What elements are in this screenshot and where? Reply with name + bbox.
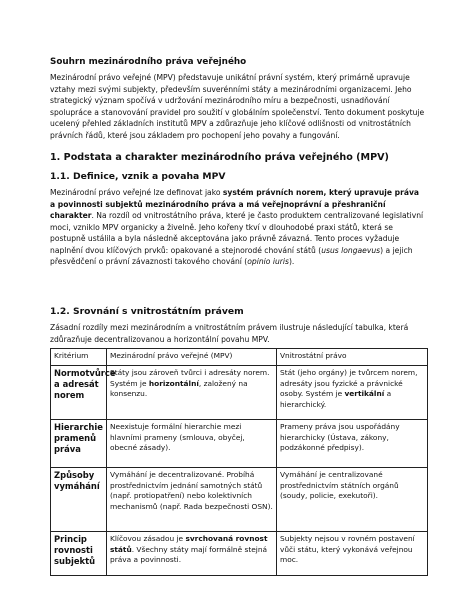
mpv-cell: Vymáhání je decentralizované. Probíhá prostřednictvím jednání samotných států (např. protiopatření) nebo kolektivních mechanismů (např. Rada bezpečnosti OSN). [107, 468, 277, 532]
mpv-cell [107, 532, 277, 576]
table-header-cell: Mezinárodní právo veřejné (MPV) [107, 349, 277, 366]
subsection-heading-1-1: 1.1. Definice, vznik a povaha MPV [50, 171, 226, 182]
table-header-cell: Kritérium [51, 349, 107, 366]
cell-bold: vertikální [344, 389, 385, 398]
cell-text: , založený na konsenzu. [110, 378, 248, 398]
mpv-cell [107, 366, 277, 420]
cell-bold: horizontální [148, 378, 199, 388]
intro-paragraph: Mezinárodní právo veřejné (MPV) představuje unikátní právní systém, který primárně upravuje vztahy mezi svými subjekty, především suverénními státy a mezinárodními organizacemi. Jeho strategický význam spočívá v udržování mezinárodního míru a bezpečnosti, usnadňování spolupráce a stanovování pravidel pro soužití v globálním společenství. Tento dokument poskytuje ucelený přehled základních institutů MPV a zdůrazňuje jeho klíčové odlišnosti od vnitrostátních právních řádů, které jsou základem pro pochopení jeho povahy a fungování. [50, 73, 425, 140]
cell-text: Státy jsou zároveň tvůrci i adresáty norem. Systém je [110, 368, 270, 388]
paragraph-bold: systém právních norem, který upravuje práva a povinnosti subjektů mezinárodního práva a má veřejnoprávní a přeshraniční charakter [50, 188, 420, 220]
national-cell: Subjekty nejsou v rovném postavení vůči státu, který vykonává veřejnou moc. [277, 532, 428, 576]
paragraph-text: ). [288, 257, 295, 266]
cell-text: Klíčovou zásadou je [110, 534, 186, 543]
document-title: Souhrn mezinárodního práva veřejného [50, 57, 247, 67]
cell-text: a hierarchický. [280, 389, 392, 409]
table-row [51, 532, 428, 576]
national-cell: Vymáhání je centralizované prostřednictvím státních orgánů (soudy, policie, exekutoři). [277, 468, 428, 532]
row-criterion: Způsoby vymáhání [51, 468, 107, 532]
section-heading-1: 1. Podstata a charakter mezinárodního práva veřejného (MPV) [50, 152, 389, 163]
comparison-intro-paragraph: Zásadní rozdíly mezi mezinárodním a vnitrostátním právem ilustruje následující tabulka, která zdůrazňuje decentralizovanou a horizontální povahu MPV. [50, 323, 409, 344]
row-criterion: Normotvůrce a adresát norem [51, 366, 107, 420]
paragraph-text: ) a jejich přesvědčení o právní závaznosti takového chování ( [50, 245, 413, 266]
table-header-cell: Vnitrostátní právo [277, 349, 428, 366]
paragraph-italic: opinio iuris [247, 257, 289, 266]
comparison-table [50, 348, 428, 576]
cell-text: . Všechny státy mají formálně stejná práva a povinnosti. [110, 544, 268, 564]
table-header-row [51, 349, 428, 366]
definition-paragraph [50, 187, 426, 268]
paragraph-italic: usus longaevus [321, 245, 381, 255]
cell-bold: svrchovaná rovnost států [110, 534, 268, 554]
paragraph-text: Mezinárodní právo veřejné lze definovat jako [50, 188, 223, 197]
cell-text: Stát (jeho orgány) je tvůrcem norem, adresáty jsou fyzické a právnické osoby. Systém je [280, 368, 418, 398]
row-criterion: Princip rovnosti subjektů [51, 532, 107, 576]
subsection-heading-1-2: 1.2. Srovnání s vnitrostátním právem [50, 306, 244, 317]
table-row [51, 366, 428, 420]
national-cell [277, 366, 428, 420]
table-row [51, 468, 428, 532]
mpv-cell: Neexistuje formální hierarchie mezi hlavními prameny (smlouva, obyčej, obecné zásady). [107, 420, 277, 468]
row-criterion: Hierarchie pramenů práva [51, 420, 107, 468]
table-row [51, 420, 428, 468]
paragraph-text: . Na rozdíl od vnitrostátního práva, které je často produktem centralizované legislativní moci, vzniklo MPV organicky a živelně. Jeho kořeny tkví v dlouhodobé praxi států, která se postupně ustálila a byla následně akceptována jako právně závazná. Tento proces vyžaduje naplnění dvou klíčových prvků: opakované a stejnorodé chování států ( [50, 211, 424, 255]
national-cell: Prameny práva jsou uspořádány hierarchicky (Ústava, zákony, podzákonné předpisy). [277, 420, 428, 468]
